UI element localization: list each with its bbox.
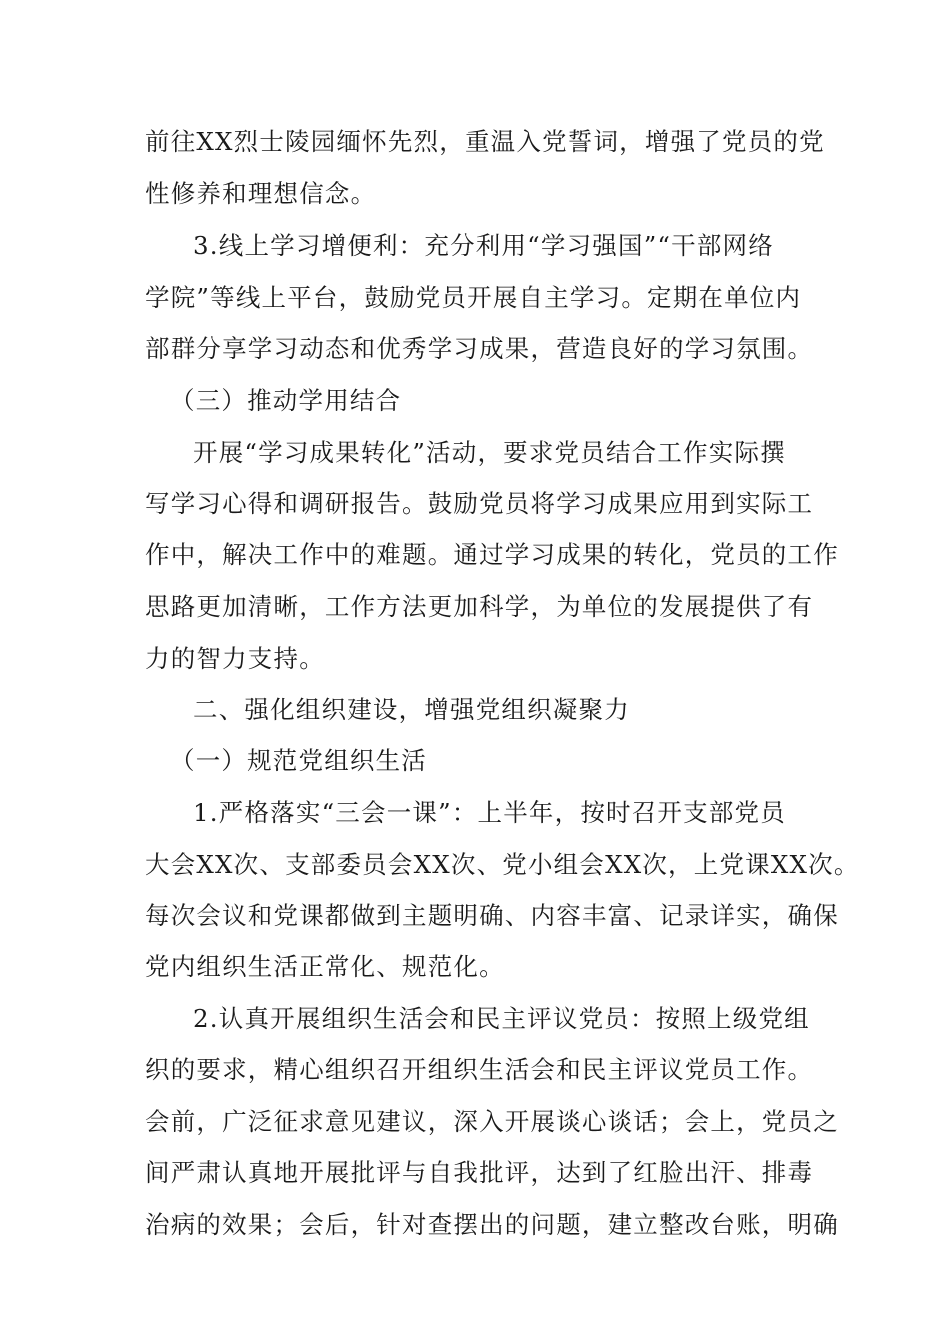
text-line: 学院”等线上平台，鼓励党员开展自主学习。定期在单位内: [145, 283, 802, 312]
list-item-heading: 2.认真开展组织生活会和民主评议党员：按照上级党组: [193, 1004, 810, 1033]
chapter-heading: 二、强化组织建设，增强党组织凝聚力: [193, 695, 630, 724]
list-item-heading: 3.线上学习增便利：充分利用“学习强国”“干部网络: [193, 231, 774, 260]
list-item-heading: 1.严格落实“三会一课”：上半年，按时召开支部党员: [193, 798, 786, 827]
text-line: 党内组织生活正常化、规范化。: [145, 952, 505, 981]
text-line: 作中，解决工作中的难题。通过学习成果的转化，党员的工作: [145, 540, 839, 569]
section-heading: （三）推动学用结合: [170, 386, 402, 415]
text-line: 开展“学习成果转化”活动，要求党员结合工作实际撰: [193, 438, 786, 467]
text-line: 力的智力支持。: [145, 644, 325, 673]
text-line: 会前，广泛征求意见建议，深入开展谈心谈话；会上，党员之: [145, 1107, 839, 1136]
text-line: 治病的效果；会后，针对查摆出的问题，建立整改台账，明确: [145, 1210, 839, 1239]
text-line: 性修养和理想信念。: [145, 179, 377, 208]
text-line: 部群分享学习动态和优秀学习成果，营造良好的学习氛围。: [145, 334, 814, 363]
section-heading: （一）规范党组织生活: [170, 746, 427, 775]
text-line: 间严肃认真地开展批评与自我批评，达到了红脸出汗、排毒: [145, 1158, 814, 1187]
text-line: 写学习心得和调研报告。鼓励党员将学习成果应用到实际工: [145, 489, 814, 518]
text-line: 思路更加清晰，工作方法更加科学，为单位的发展提供了有: [145, 592, 814, 621]
text-line: 每次会议和党课都做到主题明确、内容丰富、记录详实，确保: [145, 901, 839, 930]
text-line: 织的要求，精心组织召开组织生活会和民主评议党员工作。: [145, 1055, 814, 1084]
text-line: 大会XX次、支部委员会XX次、党小组会XX次，上党课XX次。: [145, 850, 860, 879]
text-line: 前往XX烈士陵园缅怀先烈，重温入党誓词，增强了党员的党: [145, 127, 825, 156]
